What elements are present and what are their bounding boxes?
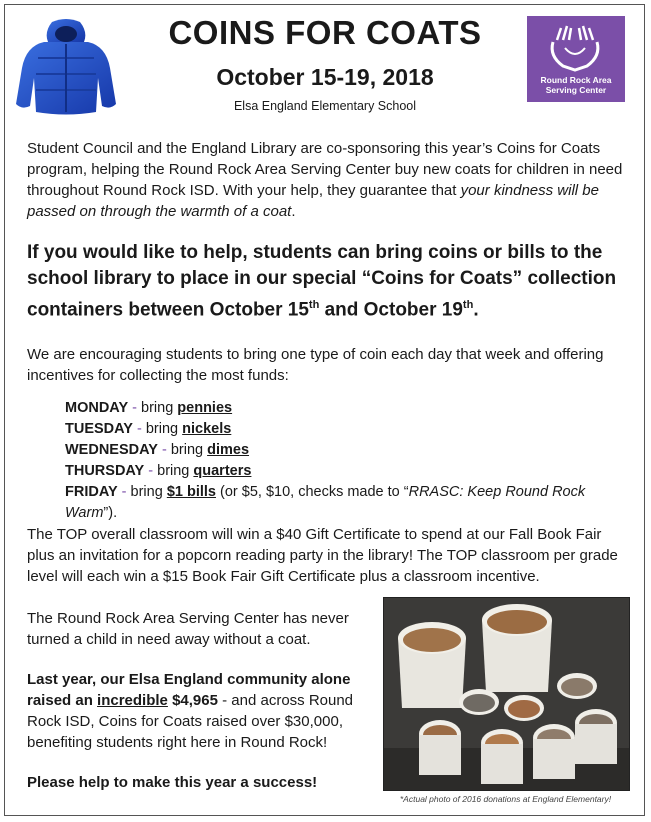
intro-paragraph: Student Council and the England Library are co-sponsoring this year’s Coins for Coats program, helping the Round Rock Area Serving Center buy new coats for children in need throughout Round Rock ISD. With your help, they guarantee that your kindness will be passed on through the warmth of a coat. xyxy=(27,140,623,220)
school-name: Elsa England Elementary School xyxy=(233,99,417,113)
logo-line-1: Round Rock Area xyxy=(540,75,612,85)
prizes-paragraph: The TOP overall classroom will win a $40 Gift Certificate to spend at our Fall Book Fair plus an invitation for a popcorn reading party in the library! The TOP classroom per grade level will each win a $15 Book Fair Gift Certificate plus a classroom incentive. xyxy=(27,526,618,585)
callout-paragraph: If you would like to help, students can bring coins or bills to the school library to place in our special “Coins for Coats” collection containers between October 15th and October 19th. xyxy=(27,242,617,321)
bucket-large-right xyxy=(482,604,552,692)
donations-photo xyxy=(383,597,630,791)
schedule-item-monday: MONDAY - bring pennies xyxy=(65,400,233,416)
schedule-item-thursday: THURSDAY - bring quarters xyxy=(65,463,252,479)
bucket-large-left xyxy=(398,622,466,708)
schedule-item-wednesday: WEDNESDAY - bring dimes xyxy=(65,442,250,458)
blue-coat-image xyxy=(14,18,118,116)
closing-line: Please help to make this year a success! xyxy=(27,774,318,791)
serving-center-logo xyxy=(527,16,625,102)
logo-line-2: Serving Center xyxy=(545,84,607,95)
schedule-item-tuesday: TUESDAY - bring nickels xyxy=(65,421,232,437)
coin-schedule xyxy=(65,398,635,524)
last-year-paragraph: Last year, our Elsa England community alone raised an incredible $4,965 - and across Round Rock ISD, Coins for Coats raised over $30,000, benefiting students right here in Round Rock! xyxy=(27,671,354,751)
never-paragraph: The Round Rock Area Serving Center has never turned a child in need away without a coat. xyxy=(27,610,349,648)
encourage-paragraph: We are encouraging students to bring one type of coin each day that week and offering incentives for collecting the most funds: xyxy=(27,346,604,384)
page-title: COINS FOR COATS xyxy=(168,14,482,51)
schedule-item-friday: FRIDAY - bring $1 bills (or $5, $10, checks made to “RRASC: Keep Round Rock Warm”). xyxy=(65,484,586,521)
event-dates: October 15-19, 2018 xyxy=(216,64,434,90)
hands-icon xyxy=(545,22,605,74)
photo-caption: *Actual photo of 2016 donations at England Elementary! xyxy=(399,794,612,804)
